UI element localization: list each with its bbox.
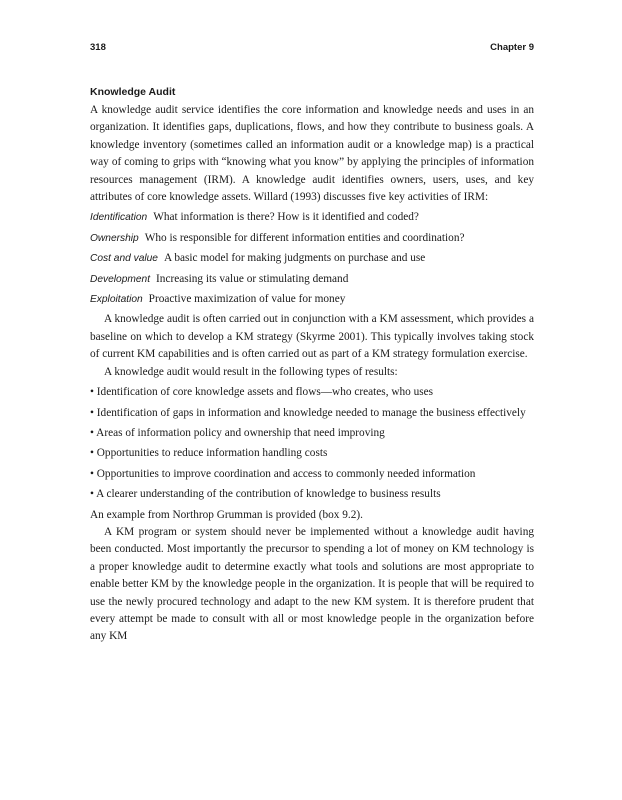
- body-text: [90, 102, 534, 646]
- bullet-item: • Identification of core knowledge assets and flows—who creates, who uses: [90, 386, 434, 399]
- assessment-paragraph: A knowledge audit is often carried out in conjunction with a KM assessment, which provides a baseline on which to develop a KM strategy (Skyrme 2001). This typically involves taking stock of current KM capabilities and is often carried out as part of a KM strategy formulation exercise.: [90, 313, 534, 361]
- definition-item: [90, 291, 534, 308]
- intro-paragraph: A knowledge audit service identifies the core information and knowledge needs and uses in an organization. It identifies gaps, duplications, flows, and how they contribute to business goals. A knowledge inventory (sometimes called an information audit or a knowledge map) is a practical way of coming to grips with “knowing what you know” by applying the principles of information resources management (IRM). A knowledge audit identifies owners, users, uses, and key attributes of core knowledge assets. Willard (1993) discusses five key activities of IRM:: [90, 104, 534, 204]
- definition-term: Identification: [90, 212, 148, 224]
- definition-term: Development: [90, 273, 151, 285]
- definition-text: Proactive maximization of value for money: [148, 293, 346, 306]
- definition-term: Exploitation: [90, 294, 143, 306]
- definition-term: Ownership: [90, 232, 139, 244]
- definition-term: Cost and value: [90, 253, 158, 265]
- bullet-item: • Opportunities to improve coordination and access to commonly needed information: [90, 467, 476, 480]
- bullet-item: • Areas of information policy and ownership that need improving: [90, 426, 385, 439]
- definition-text: Increasing its value or stimulating demand: [156, 272, 349, 285]
- definition-item: [90, 230, 534, 247]
- bullet-item: • Opportunities to reduce information handling costs: [90, 447, 328, 460]
- definition-text: A basic model for making judgments on purchase and use: [163, 252, 426, 265]
- example-paragraph: An example from Northrop Grumman is provided (box 9.2).: [90, 508, 363, 521]
- chapter-label: Chapter 9: [490, 42, 534, 53]
- bullet-item: • A clearer understanding of the contribution of knowledge to business results: [90, 488, 441, 501]
- page-number: 318: [90, 42, 106, 53]
- results-intro: A knowledge audit would result in the following types of results:: [104, 365, 398, 378]
- section-title: Knowledge Audit: [90, 86, 176, 98]
- bullet-item: • Identification of gaps in information and knowledge needed to manage the business effectively: [90, 406, 526, 419]
- definition-item: [90, 271, 534, 288]
- definition-text: Who is responsible for different information entities and coordination?: [144, 231, 465, 244]
- definition-item: [90, 209, 534, 226]
- definition-item: [90, 250, 534, 267]
- definition-text: What information is there? How is it identified and coded?: [153, 211, 419, 224]
- implementation-paragraph: A KM program or system should never be implemented without a knowledge audit having been conducted. Most importantly the precursor to spending a lot of money on KM technology is a proper knowledge audit to determine exactly what tools and solutions are most appropriate to enable better KM by the knowledge people in the organization. It is people that will be required to use the newly procured technology and adapt to the new KM system. It is therefore prudent that every attempt be made to consult with all or most knowledge people in the organization before any KM: [90, 525, 535, 643]
